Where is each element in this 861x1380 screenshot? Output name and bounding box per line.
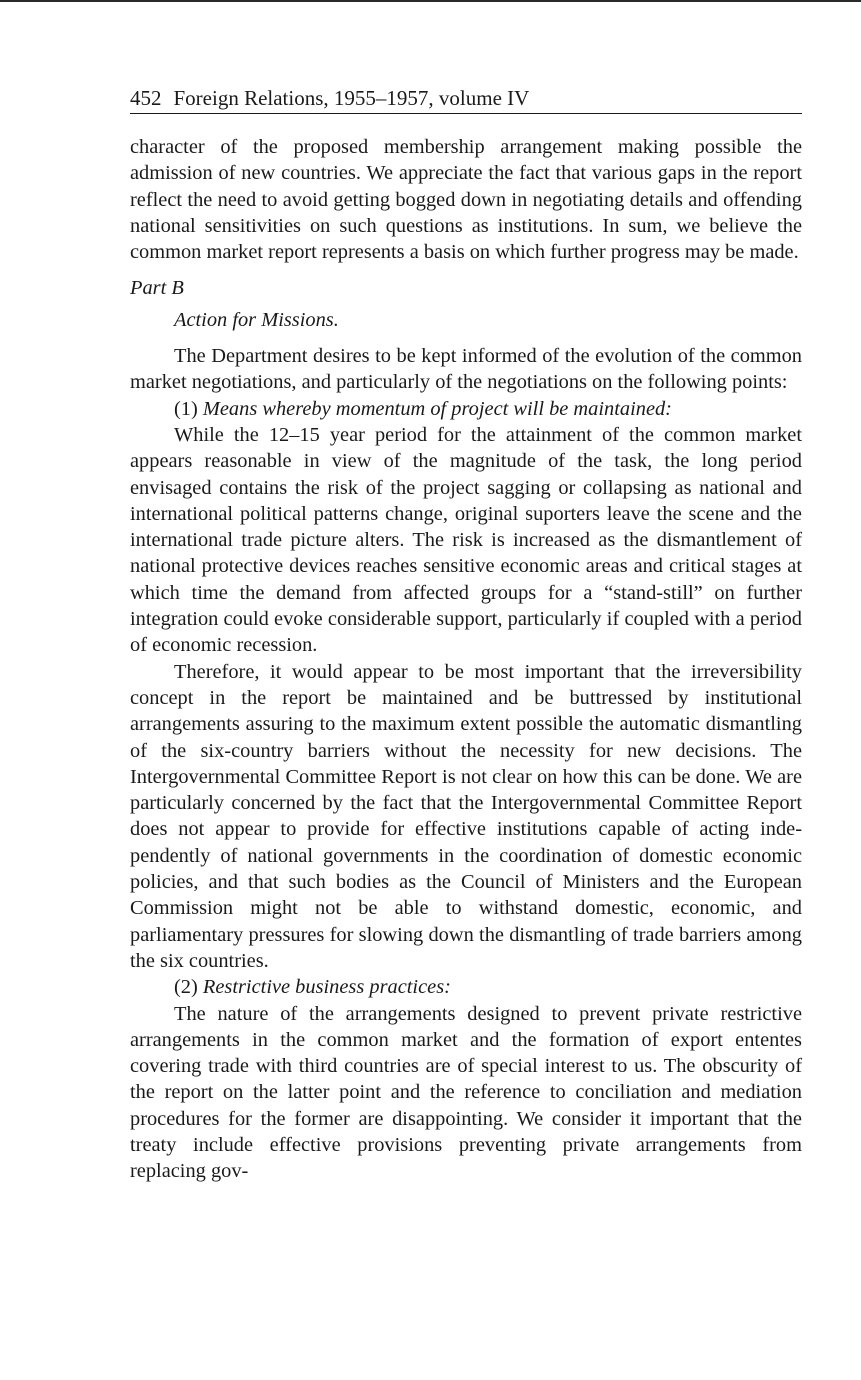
part-b-label: Part B xyxy=(130,277,184,300)
top-border-rule xyxy=(0,0,861,2)
paragraph-1: character of the proposed membership arrangement making possible the admission of new countries. We appreciate the fact that various gaps in the report reflect the need to avoid getting bogged down in negotiating details and offending national sensitivities on such questions as institutions. In sum, we believe the common market report represents a basis on which further progress may be made. xyxy=(130,136,802,264)
running-head xyxy=(130,84,802,114)
subheading-2 xyxy=(130,974,802,1000)
body-text xyxy=(130,134,802,1185)
paragraph-4: Therefore, it would appear to be most important that the irreversibility concept in the report be maintained and be buttressed by institutional arrangements assuring to the maximum extent possible the automatic dismantling of the six-country barriers without the necessity for new decisions. The Intergovernmental Committee Report is not clear on how this can be done. We are particularly concerned by the fact that the Intergovernmental Committee Report does not appear to provide for effective institutions capable of acting independently of national governments in the coordination of domestic economic policies, and that such bodies as the Council of Ministers and the European Commission might not be able to withstand domestic, economic, and parliamentary pressures for slowing down the dismantling of trade barriers among the six countries. xyxy=(130,660,802,972)
action-for-missions-heading: Action for Missions. xyxy=(174,308,339,331)
paragraph-3: While the 12–15 year period for the attainment of the common market appears reasonable in view of the magnitude of the task, the long period envisaged contains the risk of the project sagging or collapsing as national and international political patterns change, original suporters leave the scene and the international trade picture alters. The risk is increased as the dismantlement of national protective devices reaches sensitive economic areas and critical stages at which time the demand from affected groups for a “stand-still” on further integration could evoke considerable support, particularly if coupled with a period of economic recession. xyxy=(130,423,802,657)
document-page xyxy=(130,84,802,1185)
subheading-2-title: Restrictive business practices: xyxy=(202,976,451,999)
paragraph-2: The Department desires to be kept informed of the evolution of the common market negotiations, and particularly of the negotiations on the following points: xyxy=(130,345,802,394)
subheading-1-number: (1) xyxy=(174,397,198,420)
subheading-1 xyxy=(130,396,802,422)
subheading-1-title: Means whereby momentum of project will be maintained: xyxy=(202,397,672,420)
running-head-title: Foreign Relations, 1955–1957, volume IV xyxy=(173,86,530,110)
page-number: 452 xyxy=(130,86,162,110)
paragraph-5: The nature of the arrangements designed to prevent private restrictive arrangements in the common market and the formation of export ententes covering trade with third countries are of special interest to us. The obscurity of the report on the latter point and the reference to conciliation and mediation procedures for the former are disappointing. We consider it important that the treaty include effective provisions preventing private arrangements from replacing gov- xyxy=(130,1002,802,1183)
subheading-2-number: (2) xyxy=(174,976,198,999)
